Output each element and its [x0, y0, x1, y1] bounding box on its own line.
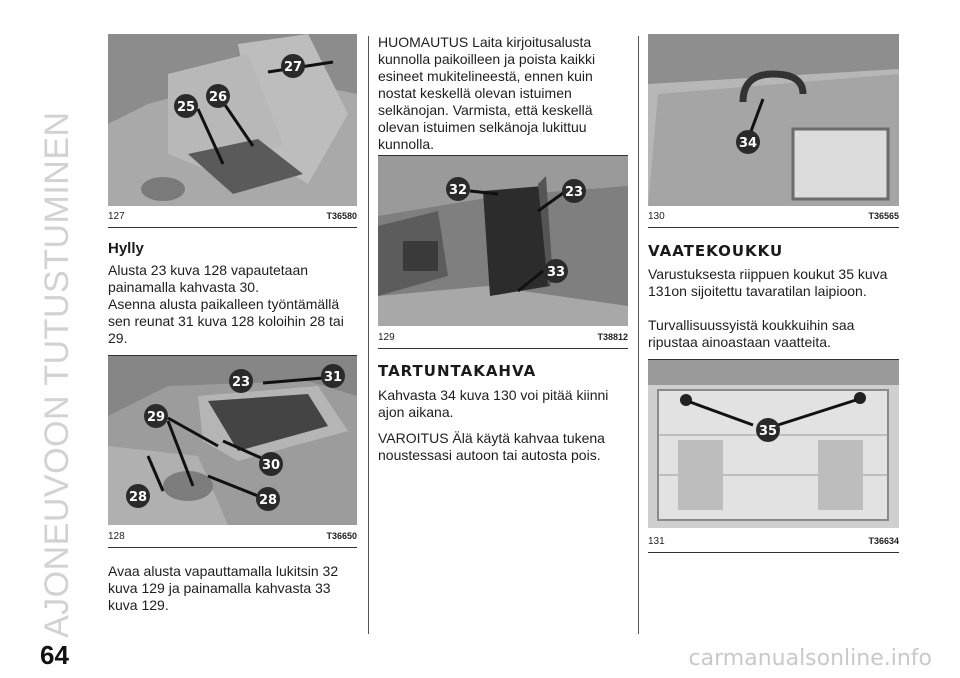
callout-label: 28 [258, 493, 278, 508]
callout-label: 33 [546, 265, 566, 280]
callout-label: 29 [146, 410, 166, 425]
callout-label: 31 [323, 370, 343, 385]
figure-code: T36580 [326, 211, 357, 221]
figure-code: T36634 [868, 536, 899, 546]
callout-label: 35 [758, 424, 778, 439]
section-heading-vaatekoukku: VAATEKOUKKU [648, 242, 784, 260]
figure-128-image [108, 356, 357, 525]
watermark: carmanualsonline.info [688, 646, 932, 671]
section-heading-tartuntakahva: TARTUNTAKAHVA [378, 362, 537, 380]
figure-131-image [648, 360, 899, 528]
callout-label: 23 [564, 185, 584, 200]
note-paragraph: HUOMAUTUS Laita kirjoitusalusta kunnolla paikoilleen ja poista kaikki esineet mukitelineestä, ennen kuin nostat keskellä olevan istuimen selkänojan. Varmista, että keskellä olevan istuimen selkänoja lukittuu kunnolla. [378, 34, 596, 152]
chapter-side-title-text: AJONEUVOON TUTUSTUMINEN [38, 111, 76, 638]
figure-code: T38812 [597, 332, 628, 342]
figure-129-caption [378, 332, 628, 346]
paragraph: Avaa alusta vapauttamalla lukitsin 32 kuva 129 ja painamalla kahvasta 33 kuva 129. [108, 563, 339, 613]
figure-128-caption [108, 531, 357, 545]
callout-label: 23 [231, 375, 251, 390]
caption-rule [648, 227, 899, 228]
warning-paragraph: VAROITUS Älä käytä kahvaa tukena noustessasi autoon tai autosta pois. [378, 430, 605, 463]
caption-rule [378, 348, 628, 349]
page-number: 64 [40, 640, 69, 670]
caption-rule [108, 227, 357, 228]
paragraph: Kahvasta 34 kuva 130 voi pitää kiinni ajon aikana. [378, 387, 609, 420]
figure-code: T36565 [868, 211, 899, 221]
figure-130-caption [648, 211, 899, 225]
column-divider [368, 36, 369, 634]
chapter-side-title [38, 30, 88, 638]
figure-number: 131 [648, 536, 665, 547]
figure-129-image [378, 156, 628, 326]
figure-number: 128 [108, 531, 125, 542]
callout-label: 32 [448, 183, 468, 198]
callout-label: 26 [208, 90, 228, 105]
figure-number: 127 [108, 211, 125, 222]
column-divider [638, 36, 639, 634]
figure-131-caption [648, 536, 899, 550]
figure-130-image [648, 34, 899, 206]
caption-rule [648, 552, 899, 553]
callout-label: 30 [261, 458, 281, 473]
paragraph: Alusta 23 kuva 128 vapautetaan painamalla kahvasta 30. [108, 262, 309, 295]
callout-label: 34 [738, 136, 758, 151]
figure-code: T36650 [326, 531, 357, 541]
figure-number: 129 [378, 332, 395, 343]
figure-127-image [108, 34, 357, 206]
callout-label: 28 [128, 490, 148, 505]
figure-127-caption [108, 211, 357, 225]
paragraph: Asenna alusta paikalleen työntämällä sen reunat 31 kuva 128 koloihin 28 tai 29. [108, 296, 344, 346]
paragraph: Varustuksesta riippuen koukut 35 kuva 131on sijoitettu tavaratilan laipioon. [648, 266, 888, 299]
caption-rule [108, 547, 357, 548]
paragraph: Turvallisuussyistä koukkuihin saa ripustaa ainoastaan vaatteita. [648, 317, 855, 350]
callout-label: 27 [283, 60, 303, 75]
section-heading-hylly: Hylly [108, 240, 144, 257]
figure-number: 130 [648, 211, 665, 222]
callout-label: 25 [176, 100, 196, 115]
